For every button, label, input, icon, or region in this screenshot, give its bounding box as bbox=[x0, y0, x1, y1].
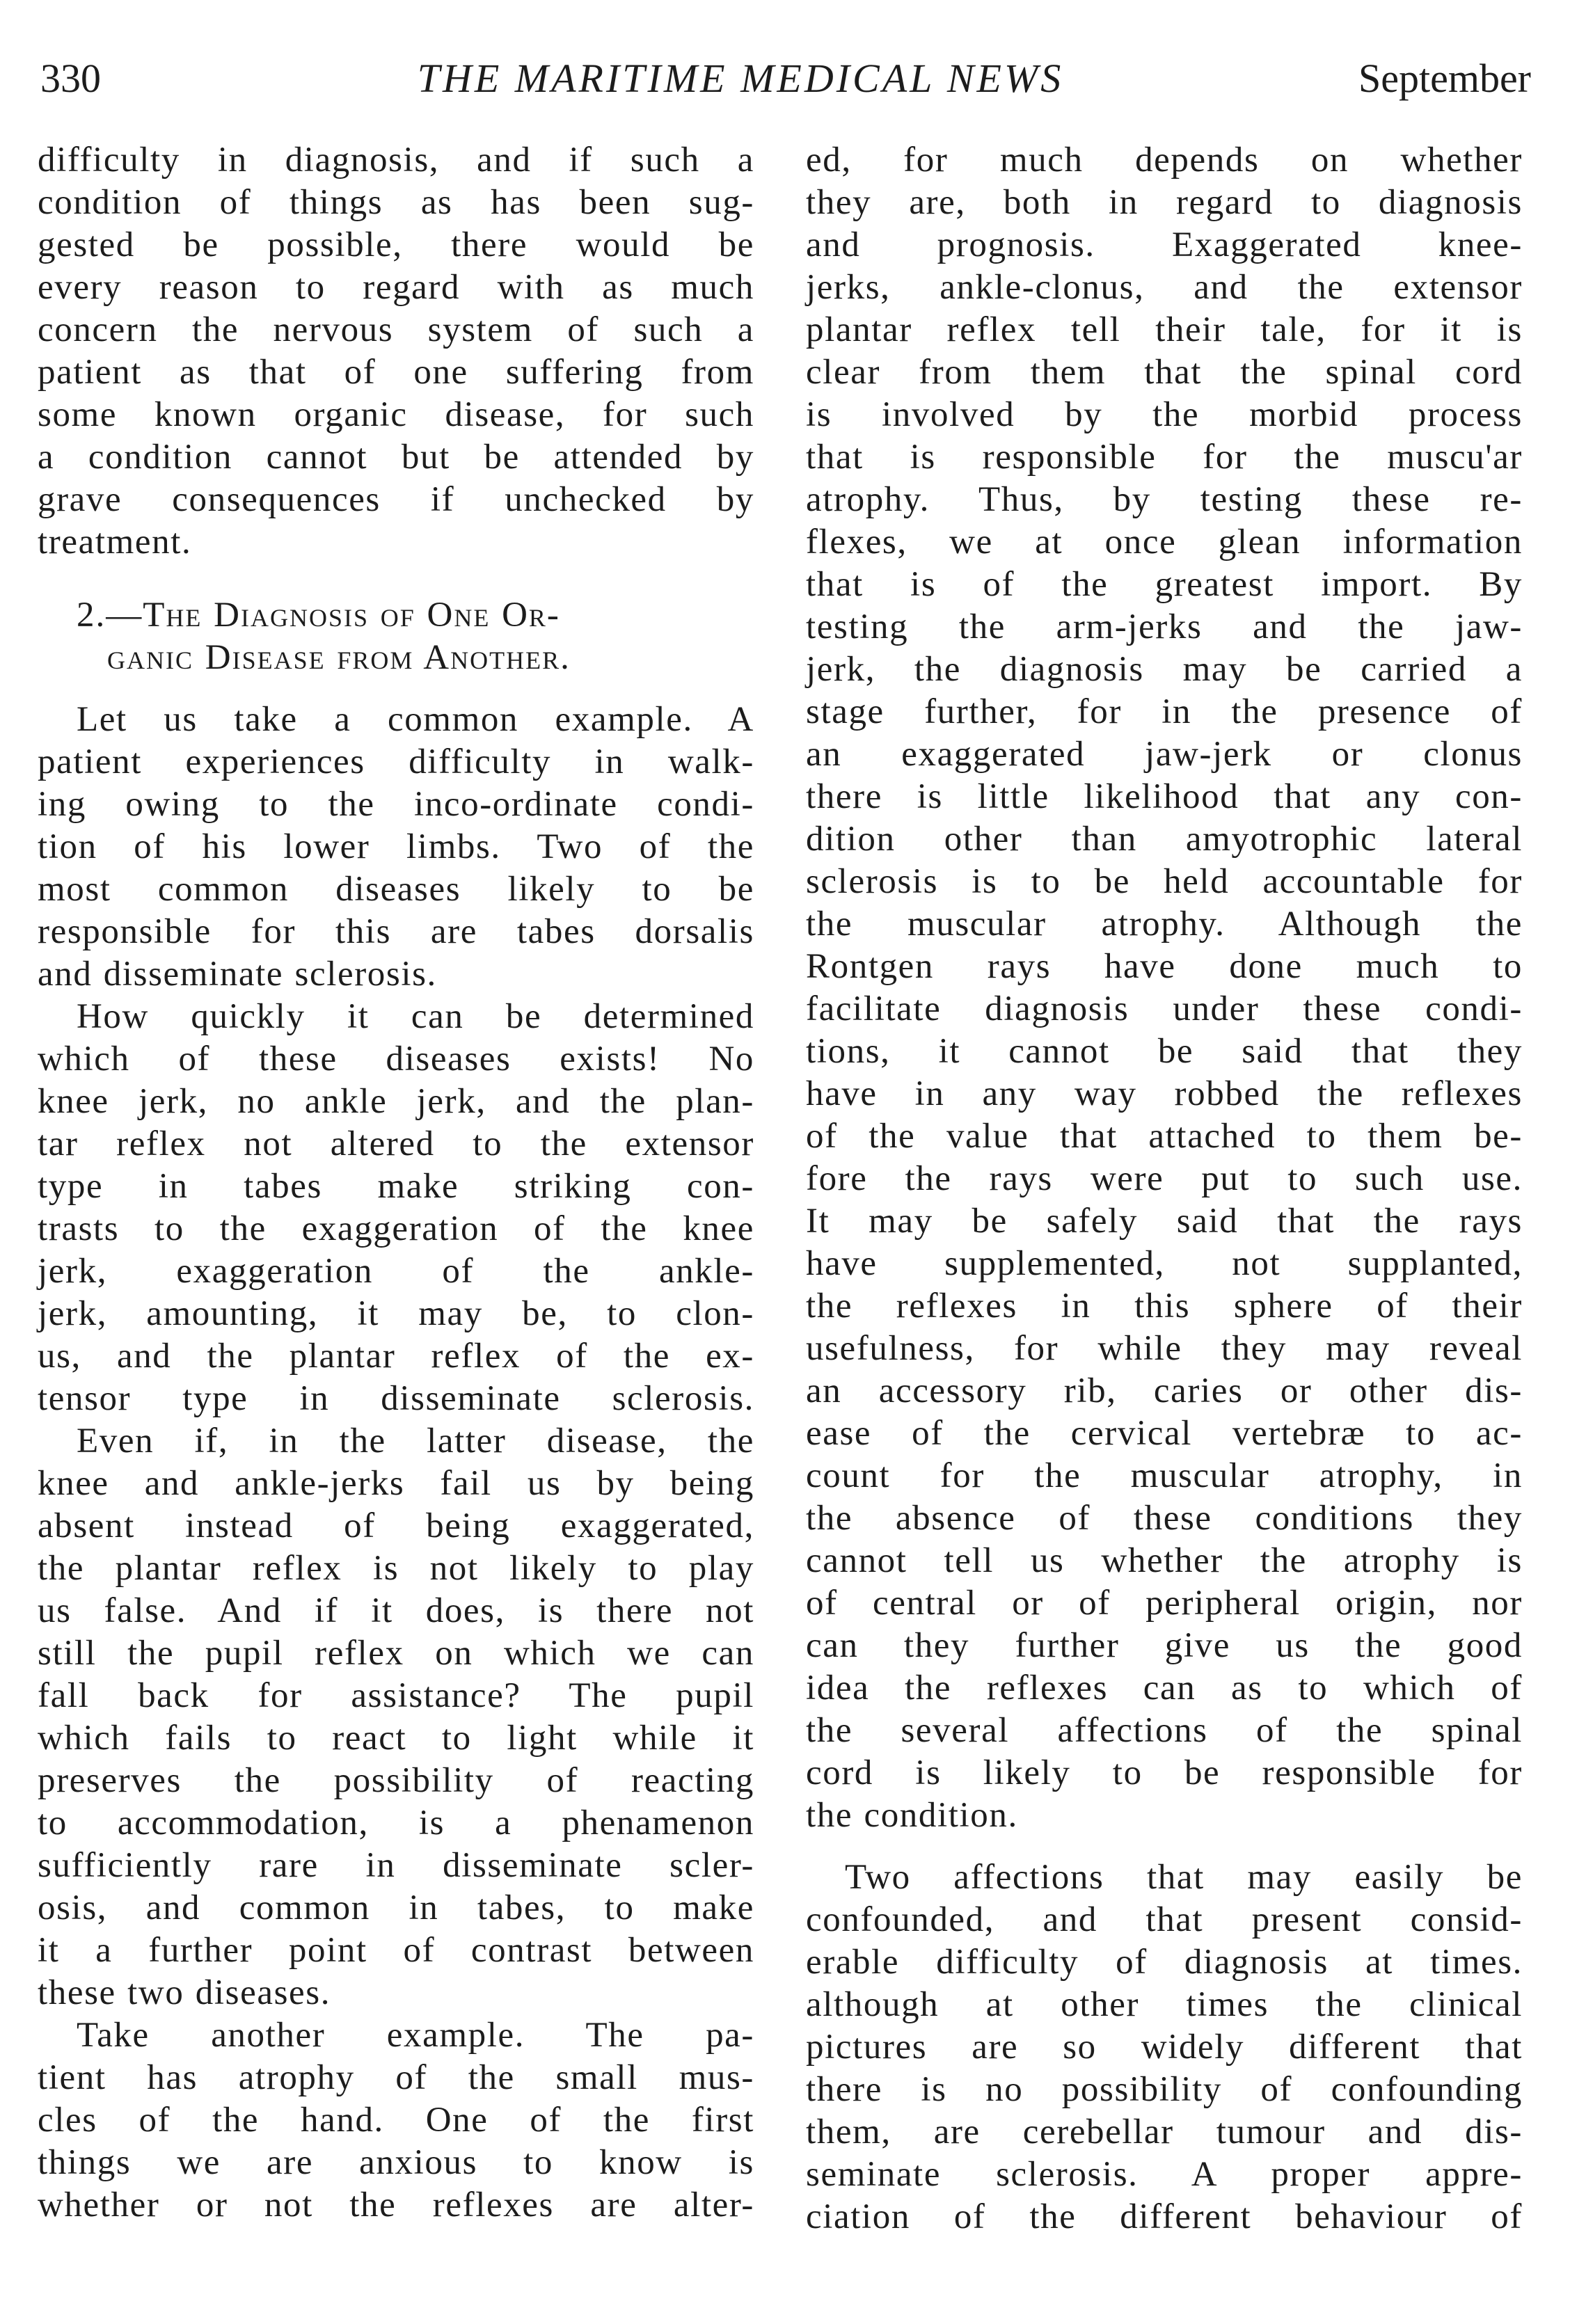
text-line: Take another example. The pa- bbox=[77, 2016, 754, 2055]
text-line: it a further point of contrast between bbox=[38, 1931, 754, 1970]
text-line: trasts to the exaggeration of the knee bbox=[38, 1209, 754, 1248]
text-line: sclerosis is to be held accountable for bbox=[806, 862, 1523, 901]
text-line: Let us take a common example. A bbox=[77, 700, 754, 739]
text-line: fore the rays were put to such use. bbox=[806, 1159, 1523, 1198]
text-line: cannot tell us whether the atrophy is bbox=[806, 1541, 1523, 1580]
text-line: tions, it cannot be said that they bbox=[806, 1032, 1523, 1071]
text-line: gested be possible, there would be bbox=[38, 225, 754, 264]
text-line: condition of things as has been sug- bbox=[38, 183, 754, 222]
text-line: knee jerk, no ankle jerk, and the plan- bbox=[38, 1082, 754, 1121]
text-line: flexes, we at once glean information bbox=[806, 523, 1523, 562]
text-line: jerk, the diagnosis may be carried a bbox=[806, 650, 1523, 689]
text-line: an exaggerated jaw-jerk or clonus bbox=[806, 735, 1523, 774]
text-line: type in tabes make striking con- bbox=[38, 1167, 754, 1206]
text-line: still the pupil reflex on which we can bbox=[38, 1634, 754, 1673]
text-line: facilitate diagnosis under these condi- bbox=[806, 989, 1523, 1028]
paragraph bbox=[38, 139, 754, 564]
text-line: although at other times the clinical bbox=[806, 1985, 1523, 2024]
text-line: count for the muscular atrophy, in bbox=[806, 1456, 1523, 1495]
text-line: the several affections of the spinal bbox=[806, 1711, 1523, 1750]
text-line: the plantar reflex is not likely to play bbox=[38, 1549, 754, 1588]
text-line: is involved by the morbid process bbox=[806, 395, 1523, 434]
text-line: things we are anxious to know is bbox=[38, 2143, 754, 2182]
text-line: some known organic disease, for such bbox=[38, 395, 754, 434]
text-line: that is responsible for the muscu'ar bbox=[806, 438, 1523, 477]
text-line: jerks, ankle-clonus, and the extensor bbox=[806, 268, 1523, 307]
text-line: preserves the possibility of reacting bbox=[38, 1761, 754, 1800]
text-line: It may be safely said that the rays bbox=[806, 1202, 1523, 1241]
spacer bbox=[38, 679, 754, 699]
text-line: testing the arm-jerks and the jaw- bbox=[806, 607, 1523, 646]
right-column bbox=[806, 139, 1523, 2238]
text-line: plantar reflex tell their tale, for it is bbox=[806, 310, 1523, 349]
text-line: jerk, exaggeration of the ankle- bbox=[38, 1252, 754, 1291]
text-line: tient has atrophy of the small mus- bbox=[38, 2058, 754, 2097]
text-line: osis, and common in tabes, to make bbox=[38, 1888, 754, 1927]
text-line: treatment. bbox=[38, 523, 192, 562]
page-number: 330 bbox=[40, 55, 101, 101]
text-line: that is of the greatest import. By bbox=[806, 565, 1523, 604]
text-line: and disseminate sclerosis. bbox=[38, 955, 437, 994]
text-line: ease of the cervical vertebræ to ac- bbox=[806, 1414, 1523, 1453]
paragraph bbox=[38, 2014, 754, 2227]
text-line: of the value that attached to them be- bbox=[806, 1117, 1523, 1156]
text-line: there is little likelihood that any con- bbox=[806, 777, 1523, 816]
text-line: atrophy. Thus, by testing these re- bbox=[806, 480, 1523, 519]
text-line: cord is likely to be responsible for bbox=[806, 1753, 1523, 1792]
text-line: jerk, amounting, it may be, to clon- bbox=[38, 1294, 754, 1333]
text-line: every reason to regard with as much bbox=[38, 268, 754, 307]
left-column bbox=[38, 139, 754, 2227]
text-line: tensor type in disseminate sclerosis. bbox=[38, 1379, 754, 1418]
text-line: patient as that of one suffering from bbox=[38, 353, 754, 392]
text-line: which of these diseases exists! No bbox=[38, 1040, 754, 1079]
text-line: there is no possibility of confounding bbox=[806, 2070, 1523, 2109]
running-header bbox=[40, 46, 1531, 110]
text-line: absent instead of being exaggerated, bbox=[38, 1506, 754, 1545]
text-line: responsible for this are tabes dorsalis bbox=[38, 912, 754, 951]
text-line: most common diseases likely to be bbox=[38, 870, 754, 909]
text-line: stage further, for in the presence of bbox=[806, 692, 1523, 731]
heading-line: ganic Disease from Another. bbox=[107, 638, 571, 677]
text-line: whether or not the reflexes are alter- bbox=[38, 2186, 754, 2224]
text-line: the reflexes in this sphere of their bbox=[806, 1287, 1523, 1326]
text-line: pictures are so widely different that bbox=[806, 2028, 1523, 2067]
text-line: clear from them that the spinal cord bbox=[806, 353, 1523, 392]
text-line: grave consequences if unchecked by bbox=[38, 480, 754, 519]
text-line: Rontgen rays have done much to bbox=[806, 947, 1523, 986]
text-line: have in any way robbed the reflexes bbox=[806, 1074, 1523, 1113]
text-line: have supplemented, not supplanted, bbox=[806, 1244, 1523, 1283]
text-line: seminate sclerosis. A proper appre- bbox=[806, 2155, 1523, 2194]
text-line: fall back for assistance? The pupil bbox=[38, 1676, 754, 1715]
spacer bbox=[38, 564, 754, 594]
text-line: How quickly it can be determined bbox=[77, 997, 754, 1036]
text-line: ciation of the different behaviour of bbox=[806, 2197, 1523, 2236]
paragraph bbox=[38, 1420, 754, 2014]
paragraph bbox=[38, 996, 754, 1420]
issue-month: September bbox=[1358, 55, 1531, 101]
text-line: of central or of peripheral origin, nor bbox=[806, 1584, 1523, 1623]
text-line: idea the reflexes can as to which of bbox=[806, 1669, 1523, 1708]
text-line: can they further give us the good bbox=[806, 1626, 1523, 1665]
text-line: to accommodation, is a phenamenon bbox=[38, 1804, 754, 1843]
text-line: us false. And if it does, is there not bbox=[38, 1591, 754, 1630]
paragraph bbox=[38, 699, 754, 996]
text-line: them, are cerebellar tumour and dis- bbox=[806, 2112, 1523, 2151]
spacer bbox=[806, 1837, 1523, 1856]
heading-line: 2.—The Diagnosis of One Or- bbox=[77, 596, 560, 635]
text-line: dition other than amyotrophic lateral bbox=[806, 820, 1523, 859]
text-line: which fails to react to light while it bbox=[38, 1719, 754, 1758]
journal-title: THE MARITIME MEDICAL NEWS bbox=[417, 55, 1064, 101]
text-line: the muscular atrophy. Although the bbox=[806, 905, 1523, 944]
text-line: ing owing to the inco-ordinate condi- bbox=[38, 785, 754, 824]
text-line: ed, for much depends on whether bbox=[806, 141, 1523, 180]
text-line: confounded, and that present consid- bbox=[806, 1900, 1523, 1939]
text-line: Two affections that may easily be bbox=[845, 1858, 1523, 1897]
text-line: the absence of these conditions they bbox=[806, 1499, 1523, 1538]
text-line: erable difficulty of diagnosis at times. bbox=[806, 1943, 1523, 1982]
text-line: Even if, in the latter disease, the bbox=[77, 1422, 754, 1461]
text-line: tar reflex not altered to the extensor bbox=[38, 1124, 754, 1163]
text-line: a condition cannot but be attended by bbox=[38, 438, 754, 477]
text-line: and prognosis. Exaggerated knee- bbox=[806, 225, 1523, 264]
text-line: an accessory rib, caries or other dis- bbox=[806, 1371, 1523, 1410]
text-line: patient experiences difficulty in walk- bbox=[38, 742, 754, 781]
text-line: concern the nervous system of such a bbox=[38, 310, 754, 349]
text-line: knee and ankle-jerks fail us by being bbox=[38, 1464, 754, 1503]
text-line: they are, both in regard to diagnosis bbox=[806, 183, 1523, 222]
text-line: these two diseases. bbox=[38, 1973, 331, 2012]
paragraph bbox=[806, 139, 1523, 1837]
text-line: the condition. bbox=[806, 1796, 1018, 1835]
text-line: cles of the hand. One of the first bbox=[38, 2101, 754, 2140]
text-line: sufficiently rare in disseminate scler- bbox=[38, 1846, 754, 1885]
paragraph bbox=[806, 1856, 1523, 2238]
text-line: difficulty in diagnosis, and if such a bbox=[38, 141, 754, 180]
text-line: us, and the plantar reflex of the ex- bbox=[38, 1337, 754, 1376]
text-line: tion of his lower limbs. Two of the bbox=[38, 827, 754, 866]
text-line: usefulness, for while they may reveal bbox=[806, 1329, 1523, 1368]
section-heading bbox=[38, 594, 754, 679]
